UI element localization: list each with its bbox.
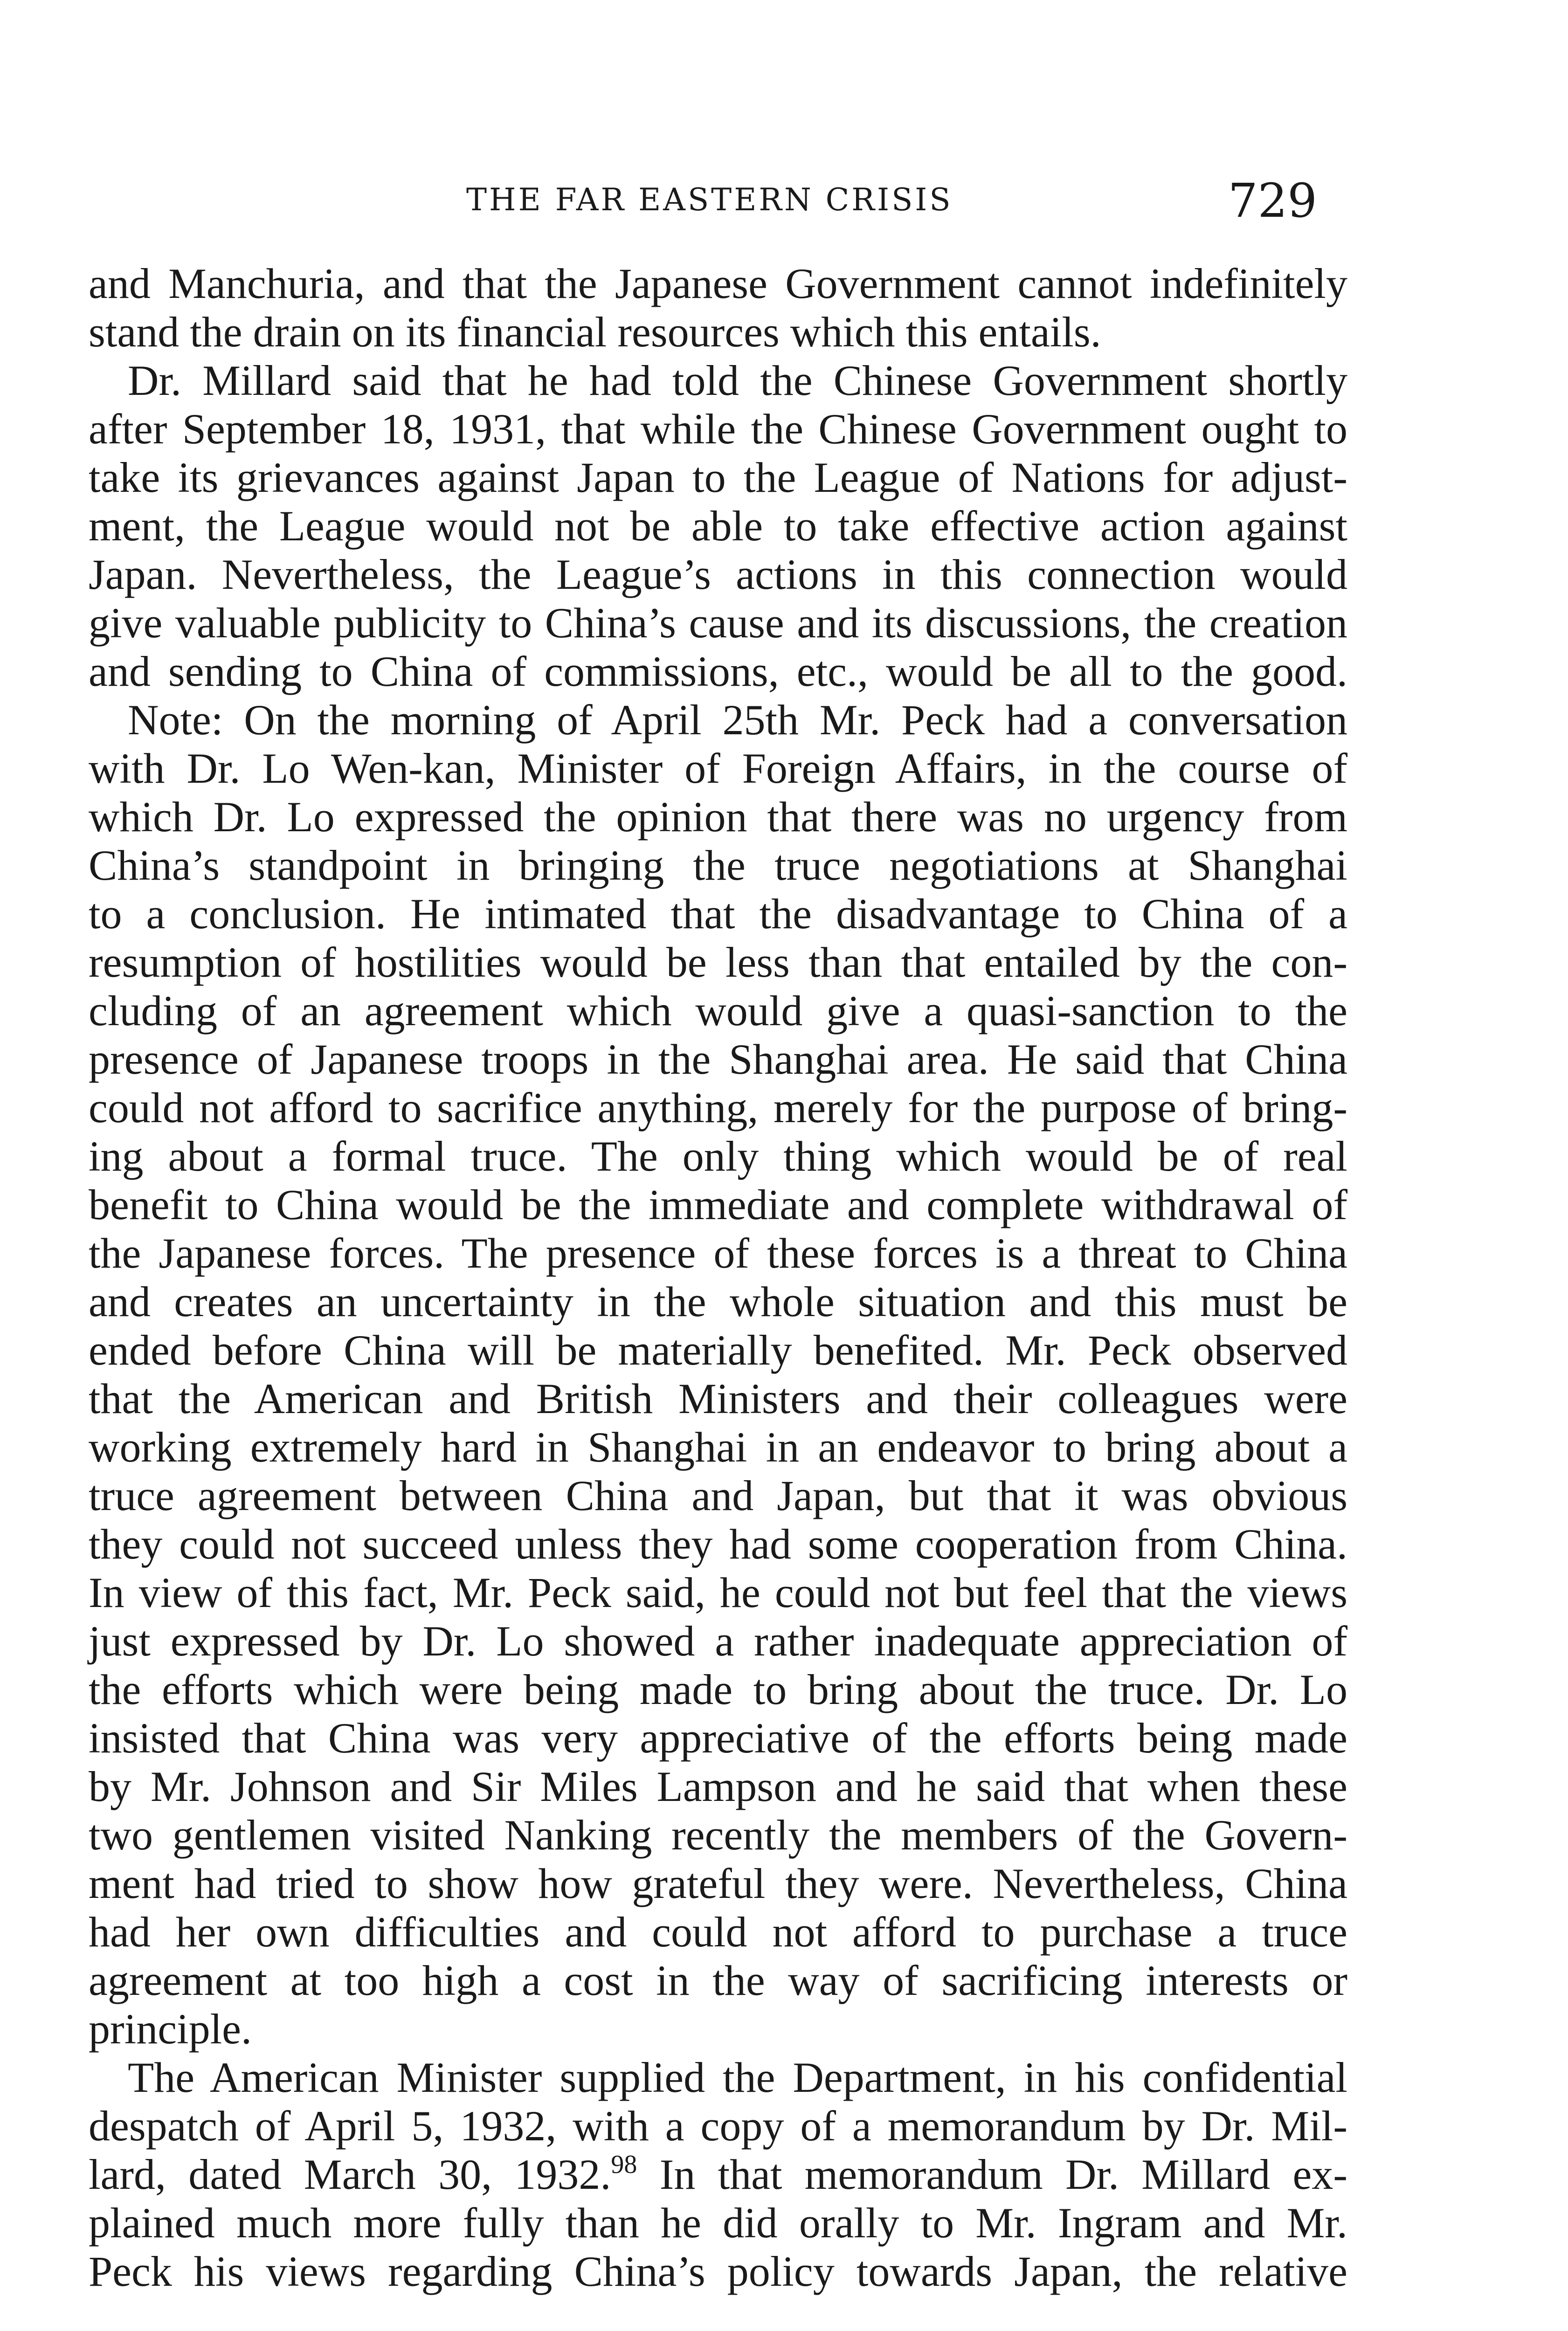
text-line: ment had tried to show how grateful they were. Nevertheless, China (89, 1860, 1347, 1907)
text-line: by Mr. Johnson and Sir Miles Lampson and he said that when these (89, 1763, 1347, 1810)
text-line: In view of this fact, Mr. Peck said, he could not but feel that the views (89, 1569, 1347, 1616)
text-line: and sending to China of commissions, etc., would be all to the good. (89, 648, 1347, 695)
text-line: ended before China will be materially benefited. Mr. Peck observed (89, 1326, 1347, 1374)
running-title: THE FAR EASTERN CRISIS (466, 182, 953, 218)
text-line: to a conclusion. He intimated that the disadvantage to China of a (89, 890, 1347, 938)
text-line: and creates an uncertainty in the whole situation and this must be (89, 1278, 1347, 1325)
text-segment: In that memorandum Dr. Millard ex- (659, 2151, 1347, 2198)
footnote-reference: 98 (611, 2150, 637, 2179)
text-line: the efforts which were being made to bring about the truce. Dr. Lo (89, 1666, 1347, 1713)
text-line: The American Minister supplied the Department, in his confidential (128, 2054, 1347, 2101)
text-line: ment, the League would not be able to take effective action against (89, 502, 1347, 550)
text-line: insisted that China was very appreciative of the efforts being made (89, 1714, 1347, 1762)
text-line: Peck his views regarding China’s policy towards Japan, the relative (89, 2248, 1347, 2295)
text-line: benefit to China would be the immediate and complete withdrawal of (89, 1181, 1347, 1228)
page-number: 729 (1228, 173, 1317, 228)
text-line: which Dr. Lo expressed the opinion that there was no urgency from (89, 793, 1347, 841)
text-line: cluding of an agreement which would give a quasi-sanction to the (89, 987, 1347, 1034)
text-line: that the American and British Ministers and their colleagues were (89, 1375, 1347, 1422)
text-line: they could not succeed unless they had some cooperation from China. (89, 1520, 1347, 1568)
text-line: despatch of April 5, 1932, with a copy of a memorandum by Dr. Mil- (89, 2102, 1347, 2150)
text-line: China’s standpoint in bringing the truce negotiations at Shanghai (89, 841, 1347, 889)
text-segment: lard, dated March 30, 1932. (89, 2151, 611, 2198)
text-line: presence of Japanese troops in the Shanghai area. He said that China (89, 1035, 1347, 1083)
body-text (89, 259, 1347, 2296)
text-line: could not afford to sacrifice anything, merely for the purpose of bring- (89, 1084, 1347, 1131)
text-line: with Dr. Lo Wen-kan, Minister of Foreign Affairs, in the course of (89, 745, 1347, 792)
text-line: plained much more fully than he did orally to Mr. Ingram and Mr. (89, 2199, 1347, 2247)
text-line: give valuable publicity to China’s cause and its discussions, the creation (89, 599, 1347, 647)
text-line: principle. (89, 2005, 252, 2053)
text-line: two gentlemen visited Nanking recently the members of the Govern- (89, 1811, 1347, 1859)
text-line: after September 18, 1931, that while the Chinese Government ought to (89, 405, 1347, 453)
running-head (0, 173, 1568, 228)
text-line: stand the drain on its financial resources which this entails. (89, 308, 1101, 356)
text-line: take its grievances against Japan to the League of Nations for adjust- (89, 454, 1347, 501)
text-line: the Japanese forces. The presence of these forces is a threat to China (89, 1229, 1347, 1277)
text-line: ing about a formal truce. The only thing which would be of real (89, 1132, 1347, 1180)
text-line: truce agreement between China and Japan, but that it was obvious (89, 1472, 1347, 1519)
text-line: had her own difficulties and could not afford to purchase a truce (89, 1908, 1347, 1956)
text-line: Japan. Nevertheless, the League’s actions in this connection would (89, 551, 1347, 598)
text-line: Note: On the morning of April 25th Mr. Peck had a conversation (128, 696, 1347, 744)
text-line: just expressed by Dr. Lo showed a rather inadequate appreciation of (89, 1617, 1347, 1665)
text-line: agreement at too high a cost in the way of sacrificing interests or (89, 1957, 1347, 2004)
text-line: and Manchuria, and that the Japanese Government cannot indefinitely (89, 260, 1347, 307)
text-line: resumption of hostilities would be less than that entailed by the con- (89, 938, 1347, 986)
text-line: Dr. Millard said that he had told the Chinese Government shortly (128, 357, 1347, 404)
text-line: working extremely hard in Shanghai in an endeavor to bring about a (89, 1423, 1347, 1471)
text-line (89, 2150, 1347, 2199)
